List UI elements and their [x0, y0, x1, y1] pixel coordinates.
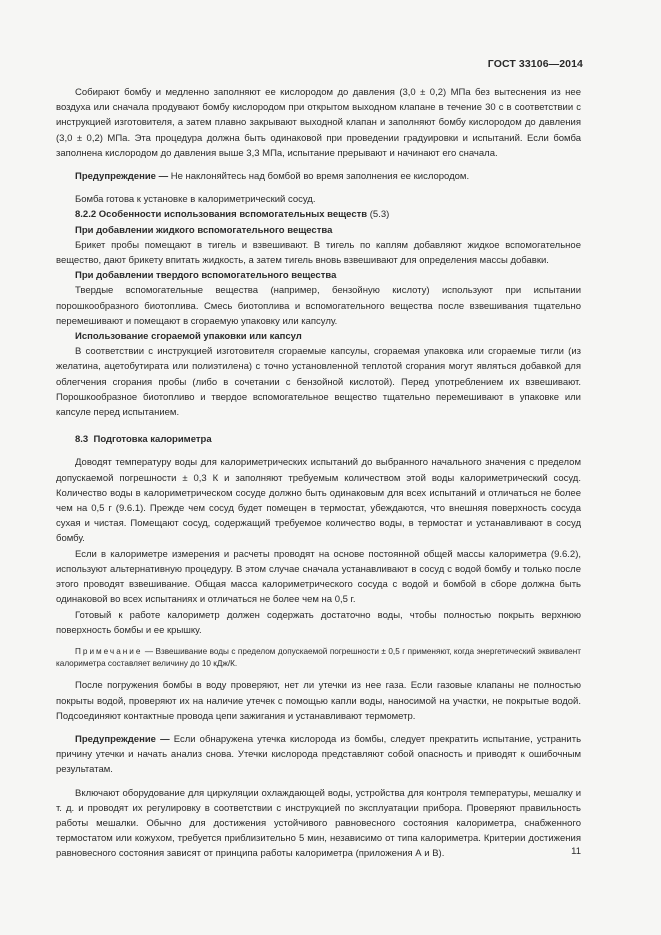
section-number: 8.3	[75, 434, 89, 446]
section-title: Подготовка калориметра	[93, 434, 212, 446]
standard-code-header: ГОСТ 33106—2014	[487, 58, 583, 70]
paragraph-bomb-filling: Собирают бомбу и медленно заполняют ее кислородом до давления (3,0 ± 0,2) МПа без вытеснения из нее воздуха или сначала продувают бомбу кислородом при открытом выходном клапане в течение 30 с в соответствии с инструкцией изготовителя, а затем плавно закрывают выходной клапан и заполняют бомбу кислородом до давления (3,0 ± 0,2) МПа. Эта процедура должна быть одинаковой при проведении градуировки и испытаний. Если бомба заполнена кислородом до давления выше 3,3 МПа, испытание прерывают и начинают его сначала.	[56, 87, 581, 159]
paragraph-bomb-ready: Бомба готова к установке в калориметрический сосуд.	[75, 194, 316, 206]
paragraph-liquid: Брикет пробы помещают в тигель и взвешивают. В тигель по каплям добавляют жидкое вспомогательное вещество, дают брикету впитать жидкость, а затем тигель вновь взвешивают для определения массы добавки.	[56, 239, 581, 267]
paragraph-alternative-procedure: Если в калориметре измерения и расчеты проводят на основе постоянной общей массы калориметра (9.6.2), используют альтернативную процедуру. В этом случае сначала устанавливают в сосуд с водой бомбу и только после этого проводят взвешивание. Общая масса калориметрического сосуда с водой и бомбой в сборе должна быть одинаковой во всех испытаниях и отличаться не более чем на 0,5 г.	[56, 548, 581, 606]
document-body	[56, 85, 581, 862]
warning-label: Предупреждение —	[75, 171, 169, 183]
note	[56, 646, 581, 670]
note-text: — Взвешивание воды с пределом допускаемой погрешности ± 0,5 г применяют, когда энергетический эквивалент калориметра составляет величину до 10 кДж/К.	[56, 646, 581, 669]
warning-text: Если обнаружена утечка кислорода из бомбы, следует прекратить испытание, устранить причину утечки и начать анализ снова. Утечки кислорода представляют собой опасность и приводят к ошибочным результатам.	[56, 733, 582, 776]
section-heading-83	[56, 432, 581, 447]
section-reference: (5.3)	[367, 209, 390, 221]
section-title: Особенности использования вспомогательных веществ	[96, 209, 368, 221]
paragraph-leak-check: После погружения бомбы в воду проверяют, нет ли утечки из нее газа. Если газовые клапаны не полностью покрыты водой, проверяют их на наличие утечек с помощью капли воды, наносимой на участки, не покрытые водой. Подсоединяют контактные провода цепи зажигания и устанавливают термометр.	[56, 680, 581, 722]
warning-tilt	[56, 169, 581, 184]
subheading-capsule: Использование сгораемой упаковки или капсул	[75, 331, 302, 343]
warning-text: Не наклоняйтесь над бомбой во время заполнения ее кислородом.	[168, 171, 470, 183]
subheading-solid: При добавлении твердого вспомогательного вещества	[75, 270, 337, 282]
warning-label: Предупреждение —	[75, 733, 170, 745]
subheading-liquid: При добавлении жидкого вспомогательного вещества	[75, 224, 333, 236]
paragraph-equipment: Включают оборудование для циркуляции охлаждающей воды, устройства для контроля температуры, мешалку и т. д. и проводят их регулировку в соответствии с инструкцией по эксплуатации прибора. Проверяют правильность работы мешалки. Обычно для достижения устойчивого равновесного состояния калориметра, снабженного термостатом или кожухом, требуется приблизительно 5 мин, независимо от типа калориметра. Критерии достижения равновесного состояния зависят от принципа работы калориметра (приложения А и В).	[56, 787, 581, 860]
note-label: Примечание	[75, 646, 143, 656]
page-number: 11	[571, 846, 581, 857]
warning-leak	[56, 732, 581, 778]
paragraph-solid: Твердые вспомогательные вещества (например, бензойную кислоту) используют при испытании порошкообразного биотоплива. Смесь биотоплива и вспомогательного вещества после взвешивания тщательно перемешивают и помещают в сгораемую упаковку или капсулу.	[56, 285, 581, 327]
paragraph-water-level: Готовый к работе калориметр должен содержать достаточно воды, чтобы полностью покрыть верхнюю поверхность бомбы и ее крышку.	[56, 609, 581, 636]
paragraph-water-temperature: Доводят температуру воды для калориметрических испытаний до выбранного начального значения с пределом допускаемой погрешности ± 0,3 К и заполняют требуемым количеством этой воды калориметрический сосуд. Количество воды в калориметрическом сосуде должно быть одинаковым для всех испытаний и отличаться не более чем на 0,5 г (9.6.1). Прежде чем сосуд будет помещен в термостат, убеждаются, что внешняя поверхность сосуда сухая и чистая. Помещают сосуд, содержащий требуемое количество воды, в термостат и устанавливают в сосуд бомбу.	[56, 457, 581, 545]
section-heading-822	[56, 207, 581, 222]
paragraph-capsule: В соответствии с инструкцией изготовителя сгораемые капсулы, сгораемая упаковка или сгораемые тигли (из желатина, ацетобутирата или полиэтилена) с точно установленной теплотой сгорания могут являться добавкой для облегчения сгорания пробы (либо в сочетании с бензойной кислотой). Перед употреблением их взвешивают. Порошкообразное биотопливо и твердое вспомогательное вещество тщательно перемешивают в упаковке или капсуле перед испытанием.	[56, 346, 581, 419]
section-number: 8.2.2	[75, 209, 97, 221]
